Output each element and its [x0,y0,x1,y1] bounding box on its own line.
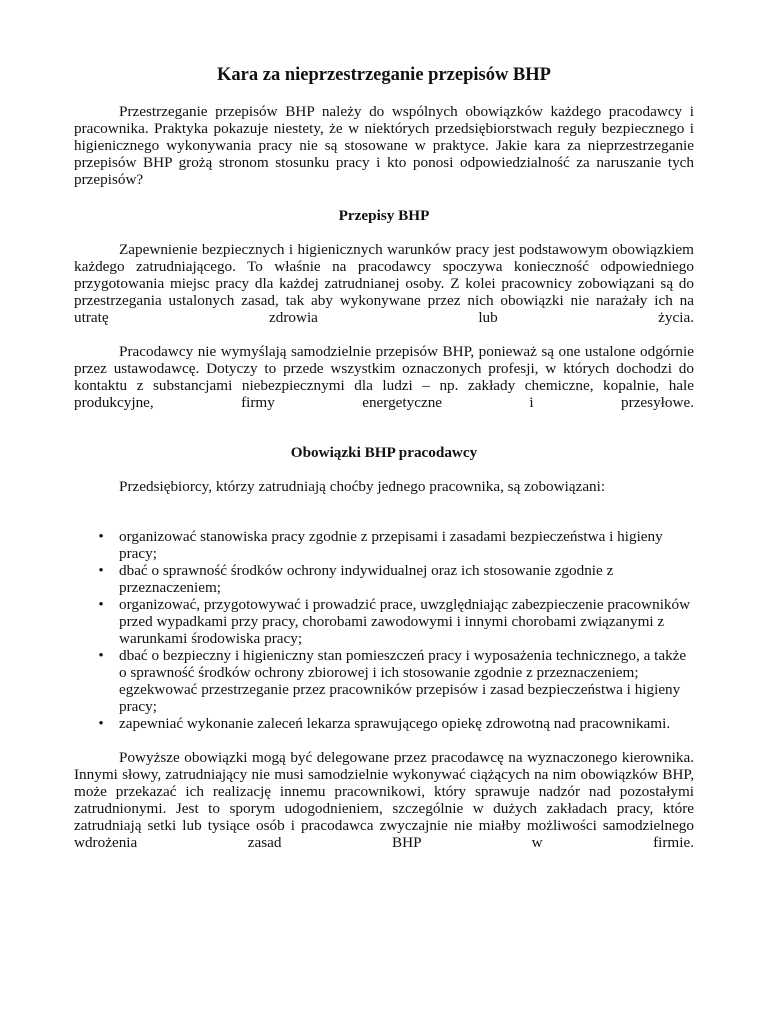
spacer [74,411,694,444]
spacer [74,224,694,241]
bullet-icon: • [98,528,104,545]
list-item [74,562,694,596]
list-item-text: organizować stanowiska pracy zgodnie z przepisami i zasadami bezpieczeństwa i higieny pracy; [119,528,663,562]
spacer [74,495,694,528]
closing-paragraph: Powyższe obowiązki mogą być delegowane przez pracodawcę na wyznaczonego kierownika. Innymi słowy, zatrudniający nie musi samodzielnie wykonywać ciążących na nim obowiązków BHP, może przekazać ich realizację innemu pracownikowi, który sprawuje nadzór nad pozostałymi zatrudnionymi. Jest to sporym udogodnieniem, szczególnie w dużych zakładach pracy, które zatrudniają setki lub tysiące osób i pracodawca zwyczajnie nie miałby możliwości samodzielnego wdrożenia zasad BHP w firmie. [74,749,694,851]
bullet-icon: • [98,647,104,664]
section-heading-obowiazki: Obowiązki BHP pracodawcy [290,444,478,461]
document-title: Kara za nieprzestrzeganie przepisów BHP [217,65,551,85]
duties-list [74,528,694,732]
document-page [74,64,694,851]
list-item-text: organizować, przygotowywać i prowadzić prace, uwzględniając zabezpieczenie pracowników przed wypadkami przy pracy, chorobami zawodowymi i innymi chorobami związanymi z warunkami środowiska pracy; [119,596,691,647]
spacer [74,732,694,749]
list-item [74,528,694,562]
list-item-text: dbać o bezpieczny i higieniczny stan pomieszczeń pracy i wyposażenia technicznego, a także o sprawność środków ochrony zbiorowej i ich stosowanie zgodnie z przeznaczeniem; egzekwować przestrzeganie przez pracowników przepisów i zasad bezpieczeństwa i higieny pracy; [119,647,687,715]
section1-paragraph-2: Pracodawcy nie wymyślają samodzielnie przepisów BHP, ponieważ są one ustalone odgórnie przez ustawodawcę. Dotyczy to przede wszystkim oznaczonych profesji, w których dochodzi do kontaktu z substancjami niebezpiecznymi dla ludzi – np. zakłady chemiczne, kopalnie, hale produkcyjne, firmy energetyczne i przesyłowe. [74,343,694,411]
list-item [74,647,694,715]
bullet-icon: • [98,715,104,732]
list-item [74,596,694,647]
bullet-icon: • [98,562,104,579]
list-item [74,715,694,732]
spacer [74,461,694,478]
spacer [74,188,694,207]
list-item-text: dbać o sprawność środków ochrony indywidualnej oraz ich stosowanie zgodnie z przeznaczeniem; [119,562,614,596]
section2-lead: Przedsiębiorcy, którzy zatrudniają choćby jednego pracownika, są zobowiązani: [119,478,606,495]
section1-paragraph-1: Zapewnienie bezpiecznych i higienicznych warunków pracy jest podstawowym obowiązkiem każdego zatrudniającego. To właśnie na pracodawcy spoczywa konieczność odpowiedniego przygotowania miejsc pracy dla każdej zatrudnianej osoby. Z kolei pracownicy zobowiązani są do przestrzegania ustalonych zasad, tak aby wykonywane przez nich obowiązki nie narażały ich na utratę zdrowia lub życia. [74,241,694,326]
bullet-icon: • [98,596,104,613]
intro-paragraph: Przestrzeganie przepisów BHP należy do wspólnych obowiązków każdego pracodawcy i pracownika. Praktyka pokazuje niestety, że w niektórych przedsiębiorstwach reguły bezpiecznego i higienicznego wykonywania pracy nie są stosowane w praktyce. Jakie kara za nieprzestrzeganie przepisów BHP grożą stronom stosunku pracy i kto ponosi odpowiedzialność za naruszanie tych przepisów? [74,103,694,188]
section-heading-przepisy: Przepisy BHP [338,207,430,224]
list-item-text: zapewniać wykonanie zaleceń lekarza sprawującego opiekę zdrowotną nad pracownikami. [119,715,671,732]
spacer [74,326,694,343]
